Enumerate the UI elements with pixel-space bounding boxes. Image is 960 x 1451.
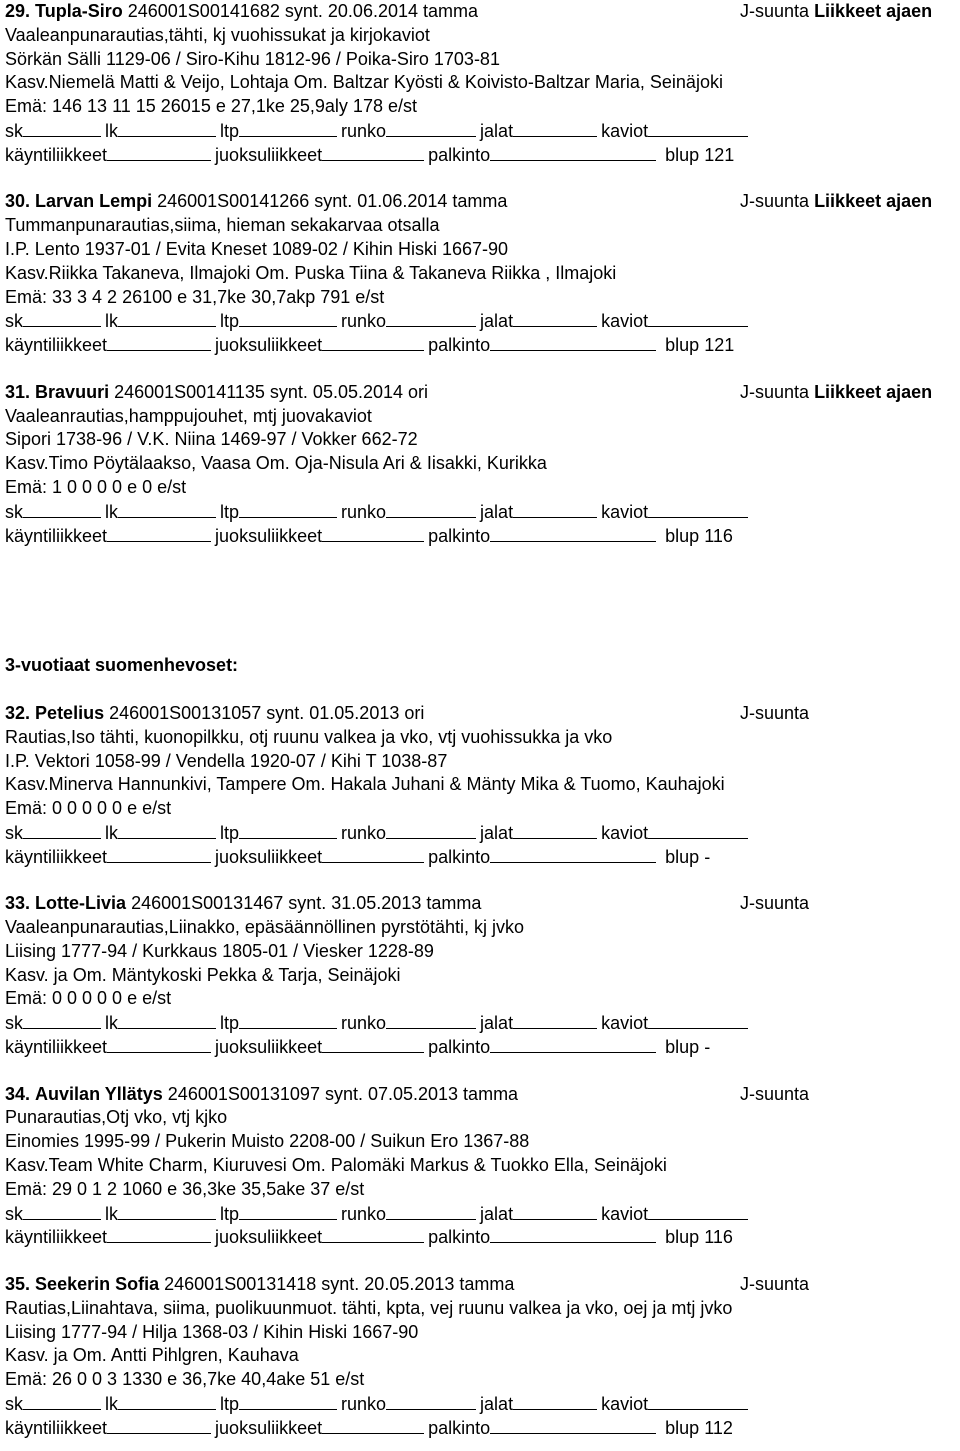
lk-field[interactable] [118, 1392, 216, 1410]
kaviot-field[interactable] [648, 1011, 748, 1029]
horse-entry [5, 190, 957, 357]
runko-label: runko [341, 501, 387, 522]
palkinto-label: palkinto [428, 144, 491, 165]
runko-label: runko [341, 120, 387, 141]
runko-field[interactable] [386, 1011, 476, 1029]
horse-entry [5, 892, 957, 1059]
entry-header [5, 0, 957, 24]
entry-header [5, 1083, 957, 1107]
palkinto-field[interactable] [490, 524, 656, 542]
kaviot-label: kaviot [601, 822, 649, 843]
palkinto-label: palkinto [428, 335, 491, 356]
pedigree: I.P. Vektori 1058-99 / Vendella 1920-07 / Kihi T 1038-87 [5, 750, 448, 771]
runko-label: runko [341, 311, 387, 332]
direction-label: J-suunta [740, 1274, 810, 1295]
kaviot-label: kaviot [601, 311, 649, 332]
evaluation-row-conformation [5, 500, 957, 524]
dam-record: Emä: 0 0 0 0 0 e e/st [5, 798, 172, 819]
breeder-owner: Kasv.Team White Charm, Kiuruvesi Om. Palomäki Markus & Tuokko Ella, Seinäjoki [5, 1155, 667, 1176]
direction-label: J-suunta [740, 1, 810, 21]
sk-field[interactable] [23, 1392, 101, 1410]
section-heading: 3-vuotiaat suomenhevoset: [5, 655, 239, 676]
kayntiliikkeet-label: käyntiliikkeet [5, 1417, 108, 1438]
palkinto-label: palkinto [428, 1227, 491, 1248]
pedigree: Sipori 1738-96 / V.K. Niina 1469-97 / Vokker 662-72 [5, 429, 418, 450]
blup-value: blup - [665, 846, 711, 867]
palkinto-field[interactable] [490, 1225, 656, 1243]
kayntiliikkeet-field[interactable] [107, 143, 211, 161]
color-markings: Rautias,Liinahtava, siima, puolikuunmuot. tähti, kpta, vej ruunu valkea ja vko, oej ja mtj jvko [5, 1297, 733, 1318]
lk-label: lk [105, 1203, 118, 1224]
palkinto-label: palkinto [428, 1417, 491, 1438]
pedigree: Liising 1777-94 / Kurkkaus 1805-01 / Viesker 1228-89 [5, 940, 434, 961]
kayntiliikkeet-label: käyntiliikkeet [5, 144, 108, 165]
ltp-label: ltp [220, 120, 240, 141]
juoksuliikkeet-field[interactable] [322, 143, 424, 161]
class-info [740, 1083, 809, 1107]
ltp-field[interactable] [239, 1011, 337, 1029]
horse-entry [5, 0, 957, 167]
pedigree: Sörkän Sälli 1129-06 / Siro-Kihu 1812-96 / Poika-Siro 1703-81 [5, 48, 500, 69]
kayntiliikkeet-field[interactable] [107, 1416, 211, 1434]
evaluation-row-conformation [5, 1392, 957, 1416]
kaviot-label: kaviot [601, 1203, 649, 1224]
horse-name: Bravuuri [35, 381, 110, 402]
entry-header [5, 1273, 957, 1297]
registration-info: 246001S00131467 synt. 31.05.2013 tamma [131, 893, 482, 914]
color-markings: Rautias,Iso tähti, kuonopilkku, otj ruunu valkea ja vko, vtj vuohissukka ja vko [5, 726, 613, 747]
juoksuliikkeet-label: juoksuliikkeet [215, 335, 323, 356]
score-sheet-page [5, 0, 957, 1440]
kaviot-field[interactable] [648, 119, 748, 137]
horse-entry [5, 1273, 957, 1440]
kaviot-label: kaviot [601, 1013, 649, 1034]
palkinto-field[interactable] [490, 333, 656, 351]
palkinto-label: palkinto [428, 846, 491, 867]
lk-field[interactable] [118, 309, 216, 327]
breeder-owner: Kasv. ja Om. Antti Pihlgren, Kauhava [5, 1345, 299, 1366]
entry-gap [5, 1059, 957, 1083]
registration-info: 246001S00141682 synt. 20.06.2014 tamma [127, 1, 479, 21]
juoksuliikkeet-label: juoksuliikkeet [215, 1037, 323, 1058]
sk-label: sk [5, 1394, 23, 1415]
sk-field[interactable] [23, 500, 101, 518]
horse-entry [5, 381, 957, 548]
lk-label: lk [105, 822, 118, 843]
jalat-field[interactable] [513, 1011, 597, 1029]
category-label: Liikkeet ajaen [814, 191, 933, 212]
evaluation-row-movement [5, 333, 957, 357]
horse-entry [5, 702, 957, 869]
horse-name: Larvan Lempi [35, 191, 153, 212]
kayntiliikkeet-label: käyntiliikkeet [5, 846, 108, 867]
jalat-label: jalat [480, 311, 514, 332]
entry-gap [5, 167, 957, 191]
ltp-field[interactable] [239, 119, 337, 137]
runko-label: runko [341, 822, 387, 843]
kayntiliikkeet-label: käyntiliikkeet [5, 1037, 108, 1058]
blup-value: blup 121 [665, 335, 735, 356]
lk-label: lk [105, 1394, 118, 1415]
jalat-label: jalat [480, 822, 514, 843]
evaluation-row-conformation [5, 119, 957, 143]
entry-number: 34. [5, 1083, 31, 1104]
dam-record: Emä: 146 13 11 15 26015 e 27,1ke 25,9aly 178 e/st [5, 96, 417, 117]
dam-record: Emä: 1 0 0 0 0 e 0 e/st [5, 476, 187, 497]
evaluation-row-conformation [5, 1011, 957, 1035]
ltp-field[interactable] [239, 1202, 337, 1220]
direction-label: J-suunta [740, 702, 810, 723]
direction-label: J-suunta [740, 381, 810, 402]
ltp-label: ltp [220, 1013, 240, 1034]
juoksuliikkeet-label: juoksuliikkeet [215, 1417, 323, 1438]
entry-number: 29. [5, 1, 31, 21]
ltp-label: ltp [220, 1203, 240, 1224]
kayntiliikkeet-field[interactable] [107, 1035, 211, 1053]
class-info [740, 702, 809, 726]
kayntiliikkeet-field[interactable] [107, 333, 211, 351]
category-label: Liikkeet ajaen [814, 381, 933, 402]
juoksuliikkeet-field[interactable] [322, 1416, 424, 1434]
jalat-field[interactable] [513, 821, 597, 839]
kaviot-label: kaviot [601, 120, 649, 141]
runko-label: runko [341, 1013, 387, 1034]
kaviot-field[interactable] [648, 1202, 748, 1220]
breeder-owner: Kasv.Timo Pöytälaakso, Vaasa Om. Oja-Nisula Ari & Iisakki, Kurikka [5, 453, 547, 474]
blup-value: blup 116 [665, 525, 733, 546]
lk-field[interactable] [118, 1011, 216, 1029]
lk-label: lk [105, 1013, 118, 1034]
horse-name: Seekerin Sofia [35, 1274, 160, 1295]
palkinto-field[interactable] [490, 1416, 656, 1434]
juoksuliikkeet-field[interactable] [322, 1035, 424, 1053]
evaluation-row-movement [5, 143, 957, 167]
palkinto-field[interactable] [490, 845, 656, 863]
lk-field[interactable] [118, 500, 216, 518]
entry-number: 33. [5, 893, 31, 914]
entry-number: 30. [5, 191, 31, 212]
entry-gap [5, 357, 957, 381]
direction-label: J-suunta [740, 1083, 810, 1104]
ltp-field[interactable] [239, 309, 337, 327]
kaviot-label: kaviot [601, 1394, 649, 1415]
runko-field[interactable] [386, 1202, 476, 1220]
entry-header [5, 190, 957, 214]
runko-label: runko [341, 1203, 387, 1224]
runko-field[interactable] [386, 1392, 476, 1410]
jalat-label: jalat [480, 1394, 514, 1415]
kayntiliikkeet-label: käyntiliikkeet [5, 335, 108, 356]
horse-name: Petelius [35, 702, 105, 723]
evaluation-row-movement [5, 524, 957, 548]
jalat-label: jalat [480, 120, 514, 141]
class-info [740, 190, 932, 214]
evaluation-row-conformation [5, 821, 957, 845]
juoksuliikkeet-field[interactable] [322, 1225, 424, 1243]
registration-info: 246001S00131418 synt. 20.05.2013 tamma [164, 1274, 515, 1295]
juoksuliikkeet-field[interactable] [322, 333, 424, 351]
juoksuliikkeet-label: juoksuliikkeet [215, 144, 323, 165]
ltp-label: ltp [220, 311, 240, 332]
direction-label: J-suunta [740, 893, 810, 914]
registration-info: 246001S00141135 synt. 05.05.2014 ori [114, 381, 429, 402]
juoksuliikkeet-label: juoksuliikkeet [215, 1227, 323, 1248]
breeder-owner: Kasv.Minerva Hannunkivi, Tampere Om. Hakala Juhani & Mänty Mika & Tuomo, Kauhajoki [5, 774, 725, 795]
palkinto-field[interactable] [490, 1035, 656, 1053]
blup-value: blup 116 [665, 1227, 733, 1248]
jalat-label: jalat [480, 501, 514, 522]
ltp-label: ltp [220, 822, 240, 843]
sk-label: sk [5, 501, 23, 522]
color-markings: Vaaleanpunarautias,Liinakko, epäsäännöllinen pyrstötähti, kj jvko [5, 917, 525, 938]
evaluation-row-movement [5, 1035, 957, 1059]
kaviot-field[interactable] [648, 821, 748, 839]
kaviot-field[interactable] [648, 1392, 748, 1410]
entry-header [5, 892, 957, 916]
pedigree: Einomies 1995-99 / Pukerin Muisto 2208-00 / Suikun Ero 1367-88 [5, 1131, 530, 1152]
runko-field[interactable] [386, 119, 476, 137]
color-markings: Vaaleanrautias,hamppujouhet, mtj juovakaviot [5, 405, 372, 426]
dam-record: Emä: 26 0 0 3 1330 e 36,7ke 40,4ake 51 e/st [5, 1369, 365, 1390]
kayntiliikkeet-field[interactable] [107, 845, 211, 863]
entry-number: 35. [5, 1274, 31, 1295]
runko-field[interactable] [386, 500, 476, 518]
jalat-field[interactable] [513, 119, 597, 137]
runko-label: runko [341, 1394, 387, 1415]
entry-header [5, 381, 957, 405]
color-markings: Punarautias,Otj vko, vtj kjko [5, 1107, 228, 1128]
dam-record: Emä: 29 0 1 2 1060 e 36,3ke 35,5ake 37 e/st [5, 1178, 365, 1199]
kayntiliikkeet-label: käyntiliikkeet [5, 525, 108, 546]
palkinto-label: palkinto [428, 525, 491, 546]
palkinto-label: palkinto [428, 1037, 491, 1058]
entry-number: 31. [5, 381, 31, 402]
breeder-owner: Kasv.Riikka Takaneva, Ilmajoki Om. Puska Tiina & Takaneva Riikka , Ilmajoki [5, 262, 617, 283]
runko-field[interactable] [386, 309, 476, 327]
horse-entry [5, 1083, 957, 1250]
sk-label: sk [5, 120, 23, 141]
direction-label: J-suunta [740, 191, 810, 212]
sk-field[interactable] [23, 1202, 101, 1220]
dam-record: Emä: 0 0 0 0 0 e e/st [5, 988, 172, 1009]
evaluation-row-conformation [5, 309, 957, 333]
jalat-field[interactable] [513, 309, 597, 327]
horse-name: Tupla-Siro [35, 1, 123, 21]
sk-label: sk [5, 1013, 23, 1034]
sk-field[interactable] [23, 309, 101, 327]
lk-field[interactable] [118, 119, 216, 137]
blup-value: blup 112 [665, 1417, 733, 1438]
entry-gap [5, 1249, 957, 1273]
runko-field[interactable] [386, 821, 476, 839]
ltp-label: ltp [220, 1394, 240, 1415]
sk-field[interactable] [23, 119, 101, 137]
pedigree: Liising 1777-94 / Hilja 1368-03 / Kihin Hiski 1667-90 [5, 1321, 419, 1342]
pedigree: I.P. Lento 1937-01 / Evita Kneset 1089-02 / Kihin Hiski 1667-90 [5, 238, 508, 259]
registration-info: 246001S00131057 synt. 01.05.2013 ori [109, 702, 425, 723]
ltp-field[interactable] [239, 821, 337, 839]
breeder-owner: Kasv. ja Om. Mäntykoski Pekka & Tarja, Seinäjoki [5, 964, 401, 985]
lk-label: lk [105, 311, 118, 332]
section-gap [5, 678, 957, 702]
breeder-owner: Kasv.Niemelä Matti & Veijo, Lohtaja Om. Baltzar Kyösti & Koivisto-Baltzar Maria, Seinäjoki [5, 72, 723, 93]
class-info [740, 1273, 809, 1297]
horse-name: Lotte-Livia [35, 893, 127, 914]
kaviot-field[interactable] [648, 500, 748, 518]
color-markings: Tummanpunarautias,siima, hieman sekakarvaa otsalla [5, 215, 440, 236]
lk-field[interactable] [118, 1202, 216, 1220]
palkinto-field[interactable] [490, 143, 656, 161]
evaluation-row-movement [5, 845, 957, 869]
entry-gap [5, 869, 957, 893]
juoksuliikkeet-field[interactable] [322, 524, 424, 542]
evaluation-row-conformation [5, 1202, 957, 1226]
lk-label: lk [105, 120, 118, 141]
entry-header [5, 702, 957, 726]
ltp-field[interactable] [239, 500, 337, 518]
juoksuliikkeet-field[interactable] [322, 845, 424, 863]
juoksuliikkeet-label: juoksuliikkeet [215, 846, 323, 867]
registration-info: 246001S00131097 synt. 07.05.2013 tamma [167, 1083, 519, 1104]
juoksuliikkeet-label: juoksuliikkeet [215, 525, 323, 546]
jalat-label: jalat [480, 1203, 514, 1224]
category-label: Liikkeet ajaen [814, 1, 933, 21]
sk-label: sk [5, 1203, 23, 1224]
horse-name: Auvilan Yllätys [35, 1083, 163, 1104]
jalat-field[interactable] [513, 1202, 597, 1220]
class-info [740, 892, 809, 916]
sk-field[interactable] [23, 821, 101, 839]
ltp-field[interactable] [239, 1392, 337, 1410]
registration-info: 246001S00141266 synt. 01.06.2014 tamma [157, 191, 508, 212]
color-markings: Vaaleanpunarautias,tähti, kj vuohissukat ja kirjokaviot [5, 24, 430, 45]
jalat-field[interactable] [513, 1392, 597, 1410]
blup-value: blup 121 [665, 144, 735, 165]
entry-number: 32. [5, 702, 31, 723]
dam-record: Emä: 33 3 4 2 26100 e 31,7ke 30,7akp 791 e/st [5, 286, 385, 307]
ltp-label: ltp [220, 501, 240, 522]
lk-label: lk [105, 501, 118, 522]
kayntiliikkeet-label: käyntiliikkeet [5, 1227, 108, 1248]
class-info [740, 0, 932, 24]
sk-label: sk [5, 822, 23, 843]
class-info [740, 381, 932, 405]
kaviot-label: kaviot [601, 501, 649, 522]
sk-field[interactable] [23, 1011, 101, 1029]
kaviot-field[interactable] [648, 309, 748, 327]
sk-label: sk [5, 311, 23, 332]
kayntiliikkeet-field[interactable] [107, 1225, 211, 1243]
entry-gap [5, 547, 957, 654]
blup-value: blup - [665, 1037, 711, 1058]
lk-field[interactable] [118, 821, 216, 839]
evaluation-row-movement [5, 1225, 957, 1249]
jalat-field[interactable] [513, 500, 597, 518]
evaluation-row-movement [5, 1416, 957, 1440]
kayntiliikkeet-field[interactable] [107, 524, 211, 542]
jalat-label: jalat [480, 1013, 514, 1034]
